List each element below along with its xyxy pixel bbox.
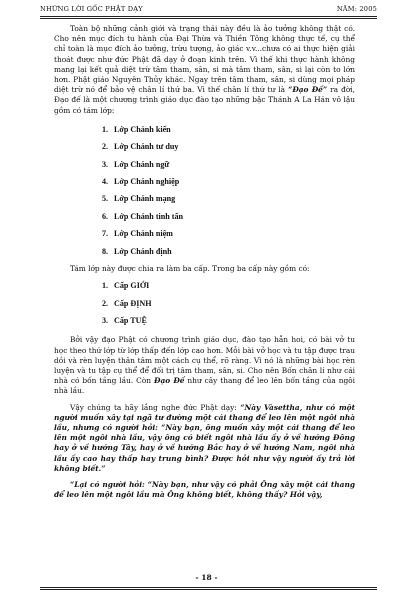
header-year: NĂM: 2005 (336, 5, 377, 13)
page-number: - 18 - (195, 573, 218, 582)
list-item: 3. Lớp Chánh ngữ (102, 159, 170, 169)
header-rule-thin (40, 18, 377, 19)
list-item: 1. Lớp Chánh kiến (102, 124, 171, 134)
footer-rule-thin (40, 589, 377, 590)
list-item: 3. Cấp TUỆ (102, 315, 147, 325)
header-title: NHỮNG LỜI GỐC PHẬT DẠY (40, 5, 143, 13)
paragraph-4: Vậy chúng ta hãy lắng nghe đức Phật dạy: “Này Vàsettha, như có một người muốn xây tại ngã tư đường một cái thang để leo lên một ngôi nhà lầu, nhưng có người hỏi: “Này bạn, ông muốn xây một cái thang để leo lên một ngôi nhà lầu, vậy ông có biết ngôi nhà lầu ấy ở về hướng Đông hay ở về hướng Tây, hay ở về hướng Bắc hay ở về hướng Nam, ngôi nhà lầu ấy cao hay thấp hay trung bình? Được hỏi như vậy người ấy trả lời không biết.” (54, 402, 355, 473)
page-body (54, 24, 355, 500)
paragraph-3: Bởi vậy đạo Phật có chương trình giáo dục, đào tạo hẳn hoi, có bài vở tu học theo thứ lớp từ lớp thấp đến lớp cao hơn. Mỗi bài vở học và tu tập được trau dồi và rèn luyện thân tâm một cách cụ thể, rõ ràng. Vì nó là những bài học rèn luyện và tu tập cụ thể để đối trị tâm tham, sân, si. Cho nên Bốn chân lí như cái nhà có bốn tầng lầu. Còn Đạo Đế như cây thang để leo lên bốn tầng của ngôi nhà lầu. (54, 335, 355, 396)
list-item: 8. Lớp Chánh định (102, 246, 172, 256)
list-item: 7. Lớp Chánh niệm (102, 229, 173, 239)
header-rule (40, 16, 377, 17)
levels-list (102, 277, 355, 329)
page-header (40, 5, 377, 15)
paragraph-5: “Lại có người hỏi: “Này bạn, như vậy có phải Ông xây một cái thang để leo lên một ngôi lầu mà Ông không biết, không thấy? Hỏi vậy, (54, 479, 355, 500)
steps-list (102, 121, 355, 260)
list-item: 2. Cấp ĐỊNH (102, 298, 152, 308)
list-item: 1. Cấp GIỚI (102, 281, 150, 291)
footer-rule (40, 587, 377, 588)
paragraph-1: Toàn bộ những cảnh giới và trạng thái này đều là ảo tưởng không thật có. Cho nên mục đích tu hành của Đại Thừa và Thiền Tông không thực tế, cụ thể chỉ toàn là mục đích ảo tưởng, trừu tượng, ảo giác v.v...chưa có ai thực hiện giải thoát được như đức Phật đã dạy ở đoạn kinh trên. Vì thế khi thực hành không mang lại kết quả diệt trừ tâm tham, sân, si mà tâm tham, sân, si lại còn to lớn hơn. Phật giáo Nguyên Thủy khác. Ngay trên tâm tham, sân, si dùng mọi pháp diệt trừ nó để bảo vệ chân lí thứ ba. Vì thế chân lí thứ tư là “Đạo Đế” ra đời, Đạo đế là một chương trình giáo dục đào tạo những bậc Thánh A La Hán vô lậu gồm có tám lớp: (54, 24, 355, 115)
list-item: 4. Lớp Chánh nghiệp (102, 177, 180, 186)
paragraph-2: Tám lớp này được chia ra làm ba cấp. Trong ba cấp này gồm có: (70, 263, 310, 273)
list-item: 2. Lớp Chánh tư duy (102, 142, 179, 152)
list-item: 5. Lớp Chánh mạng (102, 194, 176, 204)
list-item: 6. Lớp Chánh tinh tấn (102, 211, 184, 221)
